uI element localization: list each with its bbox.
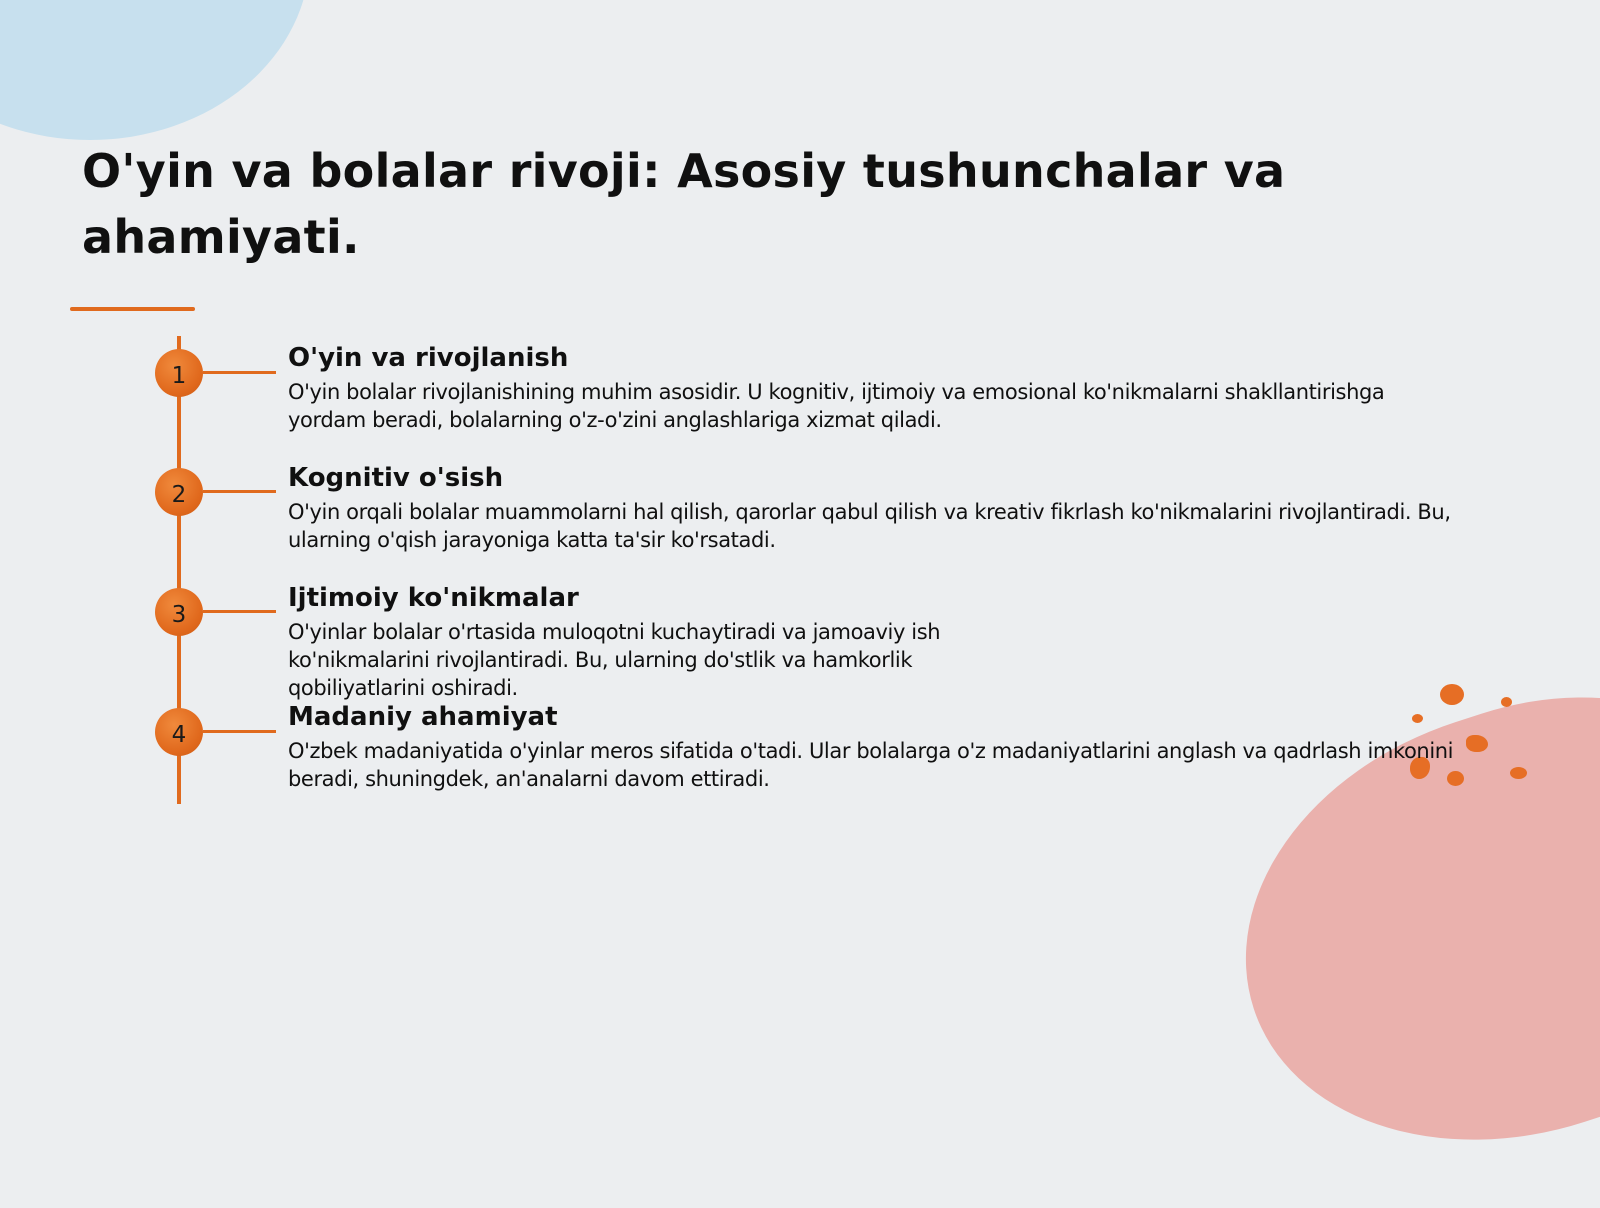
decorative-dot bbox=[1440, 684, 1464, 705]
timeline-marker-1: 1 bbox=[155, 349, 203, 397]
decorative-dot bbox=[1510, 767, 1527, 779]
timeline-item-title: Kognitiv o'sish bbox=[288, 463, 504, 493]
timeline-item-description: O'yin orqali bolalar muammolarni hal qilish, qarorlar qabul qilish va kreativ fikrlash ko'nikmalarini rivojlantiradi. Bu, ularning o'qish jarayoniga katta ta'sir ko'rsatadi. bbox=[288, 500, 1451, 552]
decorative-dot bbox=[1501, 697, 1512, 707]
decorative-pink-blob bbox=[1189, 636, 1600, 1208]
timeline-connector-3 bbox=[203, 610, 276, 613]
page-title: O'yin va bolalar rivoji: Asosiy tushunchalar va ahamiyati. bbox=[82, 144, 1286, 264]
decorative-dot bbox=[1466, 735, 1488, 752]
timeline-item-description: O'zbek madaniyatida o'yinlar meros sifatida o'tadi. Ular bolalarga o'z madaniyatlarini anglash va qadrlash imkonini beradi, shuningdek, an'analarni davom ettiradi. bbox=[288, 739, 1454, 791]
timeline-item-title: Madaniy ahamiyat bbox=[288, 702, 558, 732]
timeline-item-title: Ijtimoiy ko'nikmalar bbox=[288, 583, 579, 613]
timeline-marker-2: 2 bbox=[155, 468, 203, 516]
decorative-dot bbox=[1412, 714, 1423, 723]
timeline-marker-3: 3 bbox=[155, 588, 203, 636]
timeline-item-description: O'yinlar bolalar o'rtasida muloqotni kuchaytiradi va jamoaviy ish ko'nikmalarini rivojlantiradi. Bu, ularning do'stlik va hamkorlik qobiliyatlarini oshiradi. bbox=[288, 620, 941, 700]
timeline-connector-1 bbox=[203, 371, 276, 374]
timeline-connector-2 bbox=[203, 490, 276, 493]
timeline-item-description: O'yin bolalar rivojlanishining muhim asosidir. U kognitiv, ijtimoiy va emosional ko'nikmalarni shakllantirishga yordam beradi, bolalarning o'z-o'zini anglashlariga xizmat qiladi. bbox=[288, 380, 1385, 432]
timeline-marker-4: 4 bbox=[155, 708, 203, 756]
timeline-connector-4 bbox=[203, 730, 276, 733]
decorative-blue-blob bbox=[0, 0, 310, 140]
timeline-item-title: O'yin va rivojlanish bbox=[288, 343, 569, 373]
title-underline bbox=[70, 307, 195, 311]
